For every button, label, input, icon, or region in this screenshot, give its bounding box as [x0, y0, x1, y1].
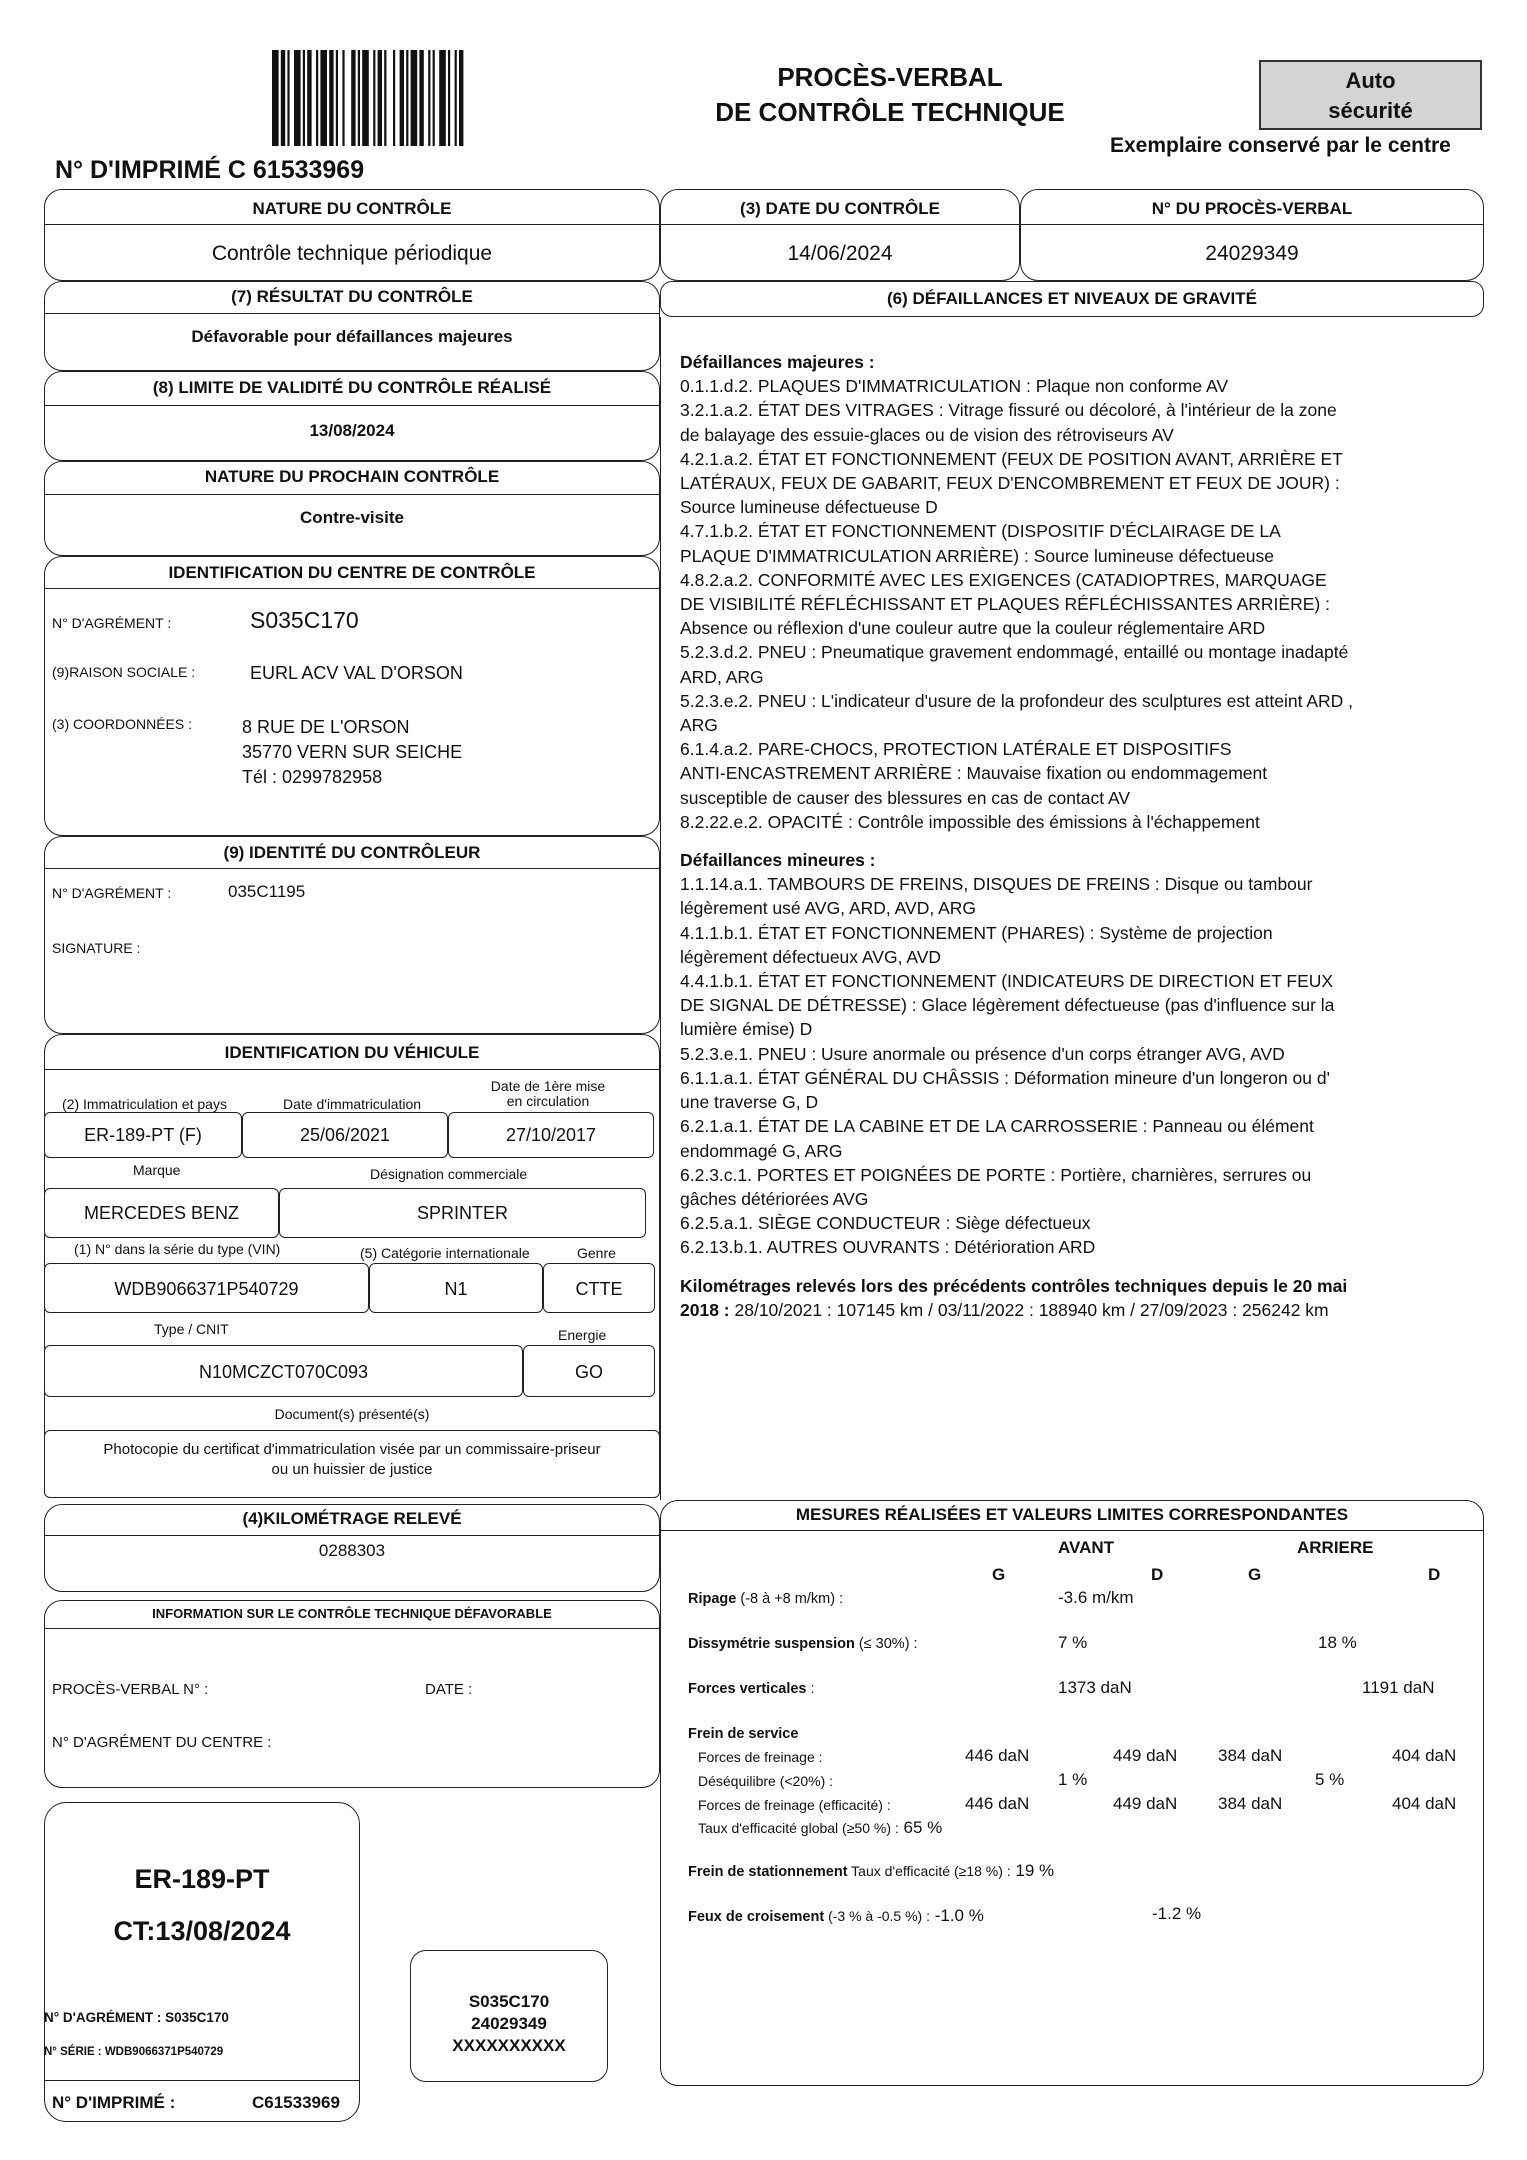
info-defav-label: INFORMATION SUR LE CONTRÔLE TECHNIQUE DÉFAVORABLE	[152, 1606, 552, 1621]
defaillances-label: (6) DÉFAILLANCES ET NIVEAUX DE GRAVITÉ	[887, 289, 1257, 308]
majeure-line: PLAQUE D'IMMATRICULATION ARRIÈRE) : Source lumineuse défectueuse	[680, 545, 1275, 566]
forces-verticales-label: Forces verticales	[688, 1681, 807, 1697]
mineure-line: 6.2.1.a.1. ÉTAT DE LA CABINE ET DE LA CARROSSERIE : Panneau ou élément	[680, 1116, 1314, 1137]
centre-stamp-text	[410, 1991, 608, 2057]
km-year: 2018 :	[680, 1299, 730, 1320]
cat-value: N1	[444, 1279, 468, 1299]
controleur-label: (9) IDENTITÉ DU CONTRÔLEUR	[223, 843, 481, 862]
avant-g-header: G	[992, 1565, 1006, 1584]
majeure-line: 4.8.2.a.2. CONFORMITÉ AVEC LES EXIGENCES (CATADIOPTRES, MARQUAGE	[680, 569, 1327, 590]
stamp-pv: 24029349	[471, 2014, 547, 2033]
cat-label: (5) Catégorie internationale	[360, 1245, 530, 1261]
immat-value: ER-189-PT (F)	[84, 1125, 202, 1145]
fv-arriere: 1191 daN	[1362, 1678, 1435, 1697]
dissym-row	[688, 1636, 918, 1652]
energie-label: Energie	[558, 1327, 607, 1343]
prochain-value: Contre-visite	[300, 508, 404, 527]
badge-line1: Auto	[1345, 68, 1396, 93]
forces-verticales-row	[688, 1681, 815, 1697]
majeure-line: 0.1.1.d.2. PLAQUES D'IMMATRICULATION : Plaque non conforme AV	[680, 376, 1229, 397]
mineure-line: 6.2.3.c.1. PORTES ET POIGNÉES DE PORTE : Portière, charnières, serrures ou	[680, 1164, 1312, 1185]
centre-raison-label: (9)RAISON SOCIALE :	[52, 664, 196, 680]
mineure-line: légèrement usé AVG, ARD, AVD, ARG	[680, 898, 977, 919]
majeure-line: ANTI-ENCASTREMENT ARRIÈRE : Mauvaise fixation ou endommagement	[680, 763, 1268, 784]
date-mise-label-line1: Date de 1ère mise	[490, 1078, 606, 1094]
controleur-agrement-value: 035C1195	[228, 882, 306, 901]
resultat-value: Défavorable pour défaillances majeures	[191, 327, 513, 346]
marque-label: Marque	[133, 1162, 181, 1178]
taux-label: Taux d'efficacité global (≥50 %) :	[698, 1820, 899, 1836]
majeure-line: 4.2.1.a.2. ÉTAT ET FONCTIONNEMENT (FEUX DE POSITION AVANT, ARRIÈRE ET	[680, 448, 1343, 469]
controleur-agrement-label: N° D'AGRÉMENT :	[52, 885, 172, 901]
stamp-code: XXXXXXXXXX	[452, 2036, 566, 2055]
mineure-line: 1.1.14.a.1. TAMBOURS DE FREINS, DISQUES DE FREINS : Disque ou tambour	[680, 874, 1313, 895]
centre-agrement-label: N° D'AGRÉMENT :	[52, 615, 172, 631]
majeure-line: 5.2.3.d.2. PNEU : Pneumatique gravement endommagé, entaillé ou montage inadapté	[680, 642, 1349, 663]
mineure-line: DE SIGNAL DE DÉTRESSE) : Glace légèrement défectueuse (pas d'influence sur la	[680, 995, 1335, 1016]
defaillances-list	[680, 350, 1400, 1322]
avant-d-header: D	[1151, 1565, 1164, 1584]
ffe-avg: 446 daN	[965, 1794, 1030, 1813]
kilometrage-value: 0288303	[318, 1541, 386, 1560]
limite-value: 13/08/2024	[309, 421, 395, 440]
stationnement-row	[688, 1861, 1054, 1881]
type-value: N10MCZCT070C093	[198, 1362, 369, 1382]
document-title	[690, 60, 1090, 130]
mineure-line: 6.2.13.b.1. AUTRES OUVRANTS : Détérioration ARD	[680, 1237, 1096, 1258]
pv-number-value: 24029349	[1205, 242, 1299, 265]
vehicule-label: IDENTIFICATION DU VÉHICULE	[224, 1043, 480, 1062]
centre-label: IDENTIFICATION DU CENTRE DE CONTRÔLE	[168, 563, 536, 582]
centre-address-line2: 35770 VERN SUR SEICHE	[242, 742, 463, 762]
centre-raison-value: EURL ACV VAL D'ORSON	[250, 663, 463, 683]
arriere-header: ARRIERE	[1297, 1538, 1374, 1557]
majeures-title: Défaillances majeures :	[680, 352, 875, 372]
croisement-label: Feux de croisement	[688, 1909, 825, 1925]
km-title: Kilométrages relevés lors des précédents contrôles techniques depuis le 20 mai	[680, 1275, 1348, 1296]
copy-note: Exemplaire conservé par le centre	[1110, 134, 1451, 157]
stationnement-limit: Taux d'efficacité (≥18 %) :	[847, 1863, 1011, 1879]
mineure-line: 5.2.3.e.1. PNEU : Usure anormale ou présence d'un corps étranger AVG, AVD	[680, 1043, 1285, 1064]
imprime-number: N° D'IMPRIMÉ C 61533969	[55, 156, 365, 184]
ffe-arg: 384 daN	[1218, 1794, 1283, 1813]
auto-securite-badge	[1259, 60, 1482, 130]
docs-line1: Photocopie du certificat d'immatriculation visée par un commissaire-priseur	[103, 1441, 601, 1458]
deseq-arriere: 5 %	[1315, 1770, 1345, 1789]
majeure-line: DE VISIBILITÉ RÉFLÉCHISSANT ET PLAQUES RÉFLÉCHISSANTES ARRIÈRE) :	[680, 594, 1330, 615]
majeure-line: 3.2.1.a.2. ÉTAT DES VITRAGES : Vitrage fissuré ou décoloré, à l'intérieur de la zone	[680, 400, 1337, 421]
mineure-line: une traverse G, D	[680, 1092, 819, 1113]
mineure-line: endommagé G, ARG	[680, 1140, 843, 1161]
ripage-limit: (-8 à +8 m/km) :	[736, 1591, 844, 1607]
centre-agrement-value: S035C170	[250, 607, 359, 633]
designation-value: SPRINTER	[416, 1203, 508, 1223]
ff-label: Forces de freinage :	[698, 1749, 823, 1765]
ff-avd: 449 daN	[1113, 1746, 1178, 1765]
mineure-line: 6.1.1.a.1. ÉTAT GÉNÉRAL DU CHÂSSIS : Déformation mineure d'un longeron ou d'	[680, 1067, 1330, 1088]
vin-value: WDB9066371P540729	[114, 1279, 299, 1299]
majeure-line: 8.2.22.e.2. OPACITÉ : Contrôle impossible des émissions à l'échappement	[680, 811, 1260, 832]
genre-label: Genre	[577, 1245, 616, 1261]
majeure-line: 5.2.3.e.2. PNEU : L'indicateur d'usure de la profondeur des sculptures est atteint ARD ,	[680, 690, 1354, 711]
date-controle-value: 14/06/2024	[787, 242, 893, 265]
energie-value: GO	[574, 1362, 603, 1382]
majeure-line: Source lumineuse défectueuse D	[680, 497, 938, 518]
document-title-line1: PROCÈS-VERBAL	[777, 62, 1003, 92]
centre-box	[44, 556, 660, 836]
centre-address	[242, 715, 462, 790]
nature-label: NATURE DU CONTRÔLE	[252, 199, 452, 218]
centre-address-line1: 8 RUE DE L'ORSON	[242, 717, 410, 737]
pv-number-label: N° DU PROCÈS-VERBAL	[1151, 199, 1353, 218]
deseq-avant: 1 %	[1058, 1770, 1088, 1789]
majeures-list	[680, 374, 1400, 834]
ripage-row	[688, 1591, 843, 1607]
mineures-list	[680, 872, 1400, 1259]
majeure-line: ARD, ARG	[680, 666, 764, 687]
barcode	[270, 50, 525, 146]
marque-value: MERCEDES BENZ	[83, 1203, 240, 1223]
majeure-line: 4.7.1.b.2. ÉTAT ET FONCTIONNEMENT (DISPOSITIF D'ÉCLAIRAGE DE LA	[680, 521, 1281, 542]
majeure-line: susceptible de causer des blessures en cas de contact AV	[680, 787, 1131, 808]
docs-line2: ou un huissier de justice	[271, 1461, 433, 1478]
forces-verticales-colon: :	[806, 1681, 815, 1697]
majeure-line: de balayage des essuie-glaces ou de vision des rétroviseurs AV	[680, 424, 1174, 445]
vin-label: (1) N° dans la série du type (VIN)	[74, 1241, 281, 1257]
croisement-limit: (-3 % à -0.5 %) :	[824, 1908, 930, 1924]
centre-phone: Tél : 0299782958	[242, 767, 383, 787]
frein-service-label: Frein de service	[688, 1726, 799, 1742]
majeure-line: 6.1.4.a.2. PARE-CHOCS, PROTECTION LATÉRALE ET DISPOSITIFS	[680, 739, 1232, 760]
majeure-line: Absence ou réflexion d'une couleur autre que la couleur réglementaire ARD	[680, 618, 1266, 639]
sticker-agrement: N° D'AGRÉMENT : S035C170	[44, 2010, 229, 2025]
badge-line2: sécurité	[1328, 98, 1413, 123]
arriere-g-header: G	[1248, 1565, 1262, 1584]
ripage-label: Ripage	[688, 1591, 737, 1607]
docs-value	[44, 1440, 660, 1480]
arriere-d-header: D	[1428, 1565, 1441, 1584]
mineure-line: 6.2.5.a.1. SIÈGE CONDUCTEUR : Siège défectueux	[680, 1213, 1091, 1234]
dissym-label: Dissymétrie suspension	[688, 1636, 855, 1652]
document-title-line2: DE CONTRÔLE TECHNIQUE	[715, 97, 1065, 127]
sticker-imprime-label: N° D'IMPRIMÉ :	[52, 2093, 176, 2112]
km-values: 28/10/2021 : 107145 km / 03/11/2022 : 188940 km / 27/09/2023 : 256242 km	[729, 1299, 1329, 1320]
date-immat-label: Date d'immatriculation	[283, 1096, 422, 1112]
mineure-line: légèrement défectueux AVG, AVD	[680, 946, 942, 967]
date-mise-value: 27/10/2017	[505, 1125, 597, 1145]
kilometrage-label: (4)KILOMÉTRAGE RELEVÉ	[242, 1509, 462, 1528]
ff-arg: 384 daN	[1218, 1746, 1283, 1765]
taux-value: 65 %	[898, 1818, 943, 1837]
date-mise-label-line2: en circulation	[506, 1093, 590, 1109]
avant-header: AVANT	[1058, 1538, 1115, 1557]
centre-coord-label: (3) COORDONNÉES :	[52, 716, 193, 732]
date-controle-label: (3) DATE DU CONTRÔLE	[740, 199, 940, 218]
deseq-label: Déséquilibre (<20%) :	[698, 1773, 834, 1789]
prochain-label: NATURE DU PROCHAIN CONTRÔLE	[204, 467, 500, 486]
majeure-line: ARG	[680, 715, 718, 736]
mineure-line: gâches détériorées AVG	[680, 1188, 869, 1209]
sticker	[44, 1802, 360, 2122]
controleur-box	[44, 836, 660, 1034]
type-label: Type / CNIT	[154, 1321, 229, 1337]
sticker-plate: ER-189-PT	[134, 1864, 270, 1894]
ff-avg: 446 daN	[965, 1746, 1030, 1765]
stamp-agrement: S035C170	[468, 1992, 550, 2011]
dissym-arriere: 18 %	[1318, 1633, 1357, 1652]
ffe-ard: 404 daN	[1392, 1794, 1457, 1813]
dissym-limit: (≤ 30%) :	[854, 1636, 918, 1652]
info-pv-label: PROCÈS-VERBAL N° :	[52, 1681, 209, 1698]
mineure-line: 4.4.1.b.1. ÉTAT ET FONCTIONNEMENT (INDICATEURS DE DIRECTION ET FEUX	[680, 971, 1334, 992]
croisement-row	[688, 1906, 984, 1926]
majeure-line: LATÉRAUX, FEUX DE GABARIT, FEUX D'ENCOMBREMENT ET FEUX DE JOUR) :	[680, 473, 1340, 494]
ripage-value: -3.6 m/km	[1058, 1588, 1134, 1607]
km-history	[680, 1298, 1400, 1322]
docs-label: Document(s) présenté(s)	[274, 1406, 430, 1422]
info-agrement-label: N° D'AGRÉMENT DU CENTRE :	[52, 1734, 272, 1751]
resultat-label: (7) RÉSULTAT DU CONTRÔLE	[231, 287, 473, 306]
designation-label: Désignation commerciale	[370, 1166, 528, 1182]
fv-avant: 1373 daN	[1058, 1678, 1132, 1697]
mesures-label: MESURES RÉALISÉES ET VALEURS LIMITES CORRESPONDANTES	[795, 1505, 1349, 1524]
limite-label: (8) LIMITE DE VALIDITÉ DU CONTRÔLE RÉALISÉ	[152, 378, 552, 397]
stationnement-value: 19 %	[1010, 1861, 1055, 1880]
croisement-g: -1.0 %	[930, 1906, 984, 1925]
mineures-title: Défaillances mineures :	[680, 850, 876, 871]
mineure-line: 4.1.1.b.1. ÉTAT ET FONCTIONNEMENT (PHARES) : Système de projection	[680, 922, 1273, 943]
genre-value: CTTE	[575, 1279, 623, 1299]
stationnement-label: Frein de stationnement	[688, 1864, 848, 1880]
date-mise-label	[448, 1079, 648, 1109]
taux-row	[698, 1818, 942, 1838]
ffe-avd: 449 daN	[1113, 1794, 1178, 1813]
ff-ard: 404 daN	[1392, 1746, 1457, 1765]
date-immat-value: 25/06/2021	[299, 1125, 391, 1145]
immat-label: (2) Immatriculation et pays	[62, 1096, 227, 1112]
sticker-imprime-value: C61533969	[252, 2093, 340, 2112]
croisement-d: -1.2 %	[1152, 1904, 1202, 1923]
signature-label: SIGNATURE :	[52, 940, 141, 956]
nature-value: Contrôle technique périodique	[211, 242, 493, 265]
dissym-avant: 7 %	[1058, 1633, 1088, 1652]
info-date-label: DATE :	[425, 1681, 473, 1698]
mineure-line: lumière émise) D	[680, 1019, 813, 1040]
sticker-ct: CT:13/08/2024	[113, 1916, 291, 1946]
sticker-serie: N° SÉRIE : WDB9066371P540729	[44, 2046, 224, 2058]
ffe-label: Forces de freinage (efficacité) :	[698, 1797, 891, 1813]
